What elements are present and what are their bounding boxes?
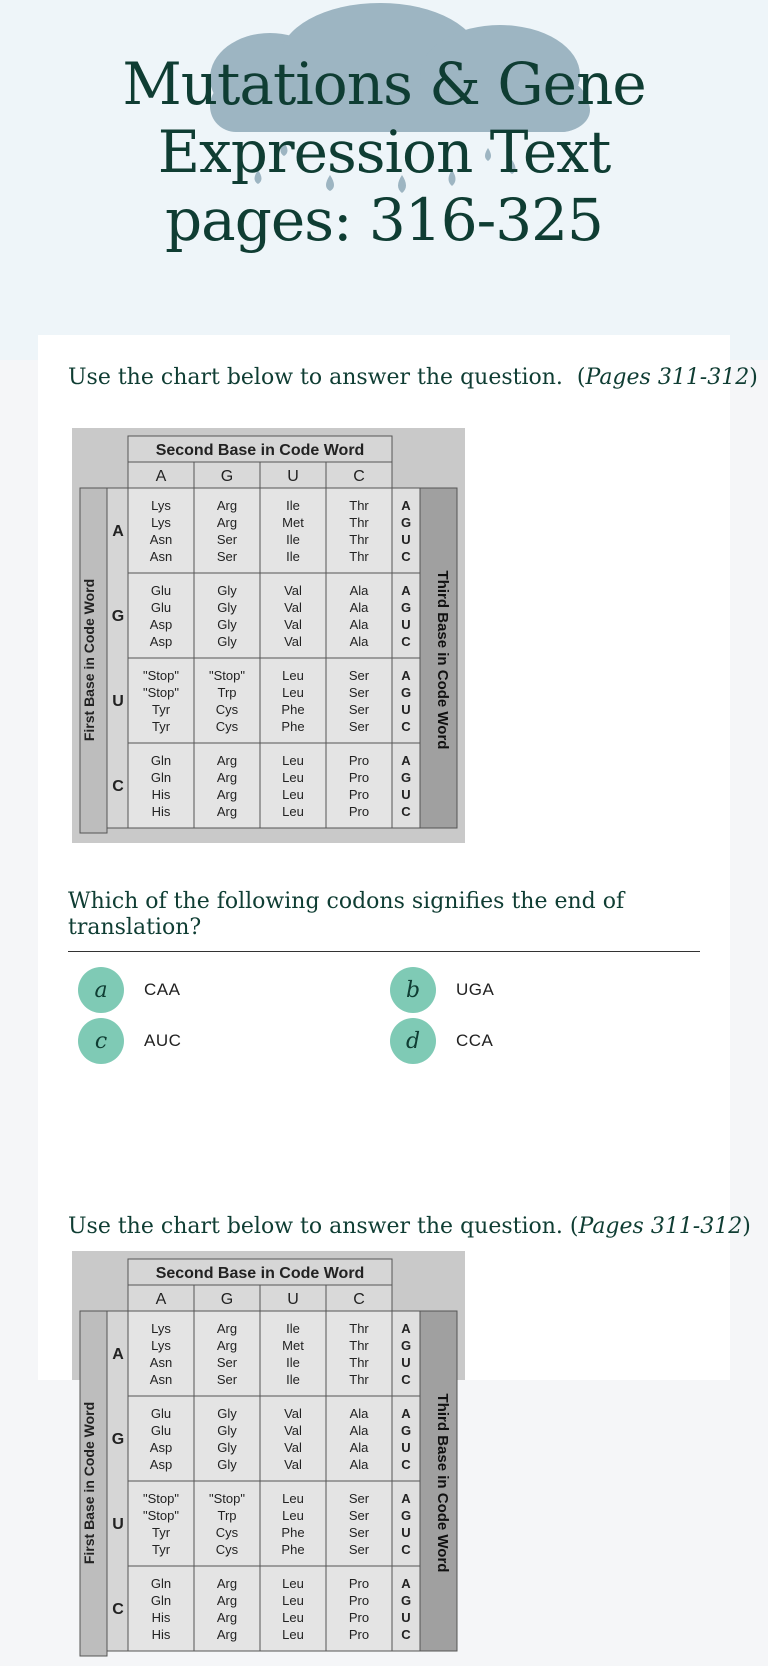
chart-2-row-base: G: [111, 1431, 125, 1448]
chart-1-amino-acid: Asn: [149, 532, 173, 547]
chart-1-amino-acid: Ser: [348, 685, 370, 700]
chart-1-right-label: Third Base in Code Word: [434, 570, 451, 750]
chart-2-amino-acid: "Stop": [209, 1491, 245, 1506]
chart-2-amino-acid: Thr: [349, 1372, 369, 1387]
chart-2-amino-acid: Val: [284, 1457, 302, 1472]
header-banner: [0, 0, 768, 360]
chart-2-third-base: A: [401, 1576, 411, 1591]
chart-2-amino-acid: Ile: [286, 1321, 300, 1336]
option-b-badge: b: [390, 967, 436, 1013]
option-c[interactable]: [78, 1018, 181, 1064]
question-1-text: Which of the following codons signifies the end of translation?: [68, 889, 700, 952]
chart-1-amino-acid: Glu: [150, 583, 172, 598]
chart-1-amino-acid: Val: [284, 600, 302, 615]
chart-2-row-base: A: [112, 1346, 124, 1363]
chart-2-col-header: U: [287, 1291, 299, 1308]
chart-1-col-header: G: [220, 468, 234, 485]
chart-1-third-base: G: [400, 515, 412, 530]
chart-1-amino-acid: "Stop": [209, 668, 245, 683]
chart-1-amino-acid: Ser: [216, 532, 238, 547]
chart-2-amino-acid: Arg: [216, 1610, 238, 1625]
chart-1-third-base: A: [401, 498, 411, 513]
chart-2-side-label: First Base in Code Word: [81, 1401, 97, 1565]
chart-2-amino-acid: Thr: [349, 1338, 369, 1353]
chart-1-amino-acid: Leu: [282, 685, 304, 700]
chart-2-third-base: G: [400, 1508, 412, 1523]
chart-1-amino-acid: Ala: [349, 617, 369, 632]
option-c-text: AUC: [144, 1031, 182, 1050]
chart-2-amino-acid: Gly: [217, 1457, 237, 1472]
chart-1-amino-acid: "Stop": [143, 668, 179, 683]
chart-2-amino-acid: Ser: [348, 1525, 370, 1540]
chart-1-amino-acid: Gly: [217, 583, 237, 598]
chart-2-amino-acid: Asp: [149, 1440, 173, 1455]
option-b[interactable]: [390, 967, 494, 1013]
chart-2-amino-acid: Ser: [348, 1542, 370, 1557]
chart-1-amino-acid: Leu: [282, 668, 304, 683]
chart-1-amino-acid: Pro: [348, 753, 370, 768]
chart-1-third-base: G: [400, 770, 412, 785]
chart-2-third-base: U: [401, 1355, 411, 1370]
chart-1-amino-acid: Pro: [348, 787, 370, 802]
option-a[interactable]: [78, 967, 180, 1013]
chart-2-third-base: A: [401, 1406, 411, 1421]
chart-2-amino-acid: Val: [284, 1440, 302, 1455]
chart-2-amino-acid: Gln: [150, 1593, 172, 1608]
chart-2-amino-acid: Tyr: [151, 1525, 171, 1540]
chart-2-amino-acid: Val: [284, 1423, 302, 1438]
chart-2-amino-acid: Lys: [151, 1338, 171, 1353]
chart-2-amino-acid: Arg: [216, 1576, 238, 1591]
chart-1-amino-acid: Gln: [150, 753, 172, 768]
chart-2-amino-acid: Thr: [349, 1321, 369, 1336]
chart-2-amino-acid: "Stop": [143, 1508, 179, 1523]
chart-2-amino-acid: Phe: [281, 1525, 305, 1540]
chart-1-top-label: Second Base in Code Word: [155, 442, 365, 459]
chart-1-amino-acid: Pro: [348, 770, 370, 785]
worksheet-card: [38, 335, 758, 1642]
chart-2-amino-acid: Arg: [216, 1338, 238, 1353]
chart-2-amino-acid: Phe: [281, 1542, 305, 1557]
chart-2-amino-acid: Asn: [149, 1355, 173, 1370]
chart-2-right-label: Third Base in Code Word: [434, 1393, 451, 1573]
chart-2-amino-acid: Leu: [282, 1508, 304, 1523]
chart-1-third-base: G: [400, 685, 412, 700]
chart-2-amino-acid: Leu: [282, 1576, 304, 1591]
chart-1-amino-acid: Val: [284, 583, 302, 598]
chart-1-amino-acid: Tyr: [151, 702, 171, 717]
chart-2-col-header: A: [155, 1291, 167, 1308]
chart-1-third-base: U: [401, 702, 411, 717]
chart-2-amino-acid: Arg: [216, 1593, 238, 1608]
chart-1-amino-acid: Gln: [150, 770, 172, 785]
chart-2-amino-acid: Glu: [150, 1423, 172, 1438]
chart-2-amino-acid: Cys: [215, 1525, 239, 1540]
chart-2-amino-acid: Tyr: [151, 1542, 171, 1557]
chart-2-third-base: C: [401, 1372, 411, 1387]
chart-2-row-base: U: [112, 1516, 124, 1533]
chart-1-third-base: A: [401, 668, 411, 683]
chart-1-amino-acid: Met: [282, 515, 304, 530]
chart-2-third-base: C: [401, 1627, 411, 1642]
chart-2-col-header: C: [353, 1291, 365, 1308]
chart-1-amino-acid: Ala: [349, 600, 369, 615]
chart-1-amino-acid: His: [151, 787, 171, 802]
chart-1-amino-acid: Ser: [348, 719, 370, 734]
chart-2-amino-acid: Arg: [216, 1627, 238, 1642]
chart-2-amino-acid: Val: [284, 1406, 302, 1421]
chart-1-amino-acid: Pro: [348, 804, 370, 819]
chart-1-amino-acid: Lys: [151, 498, 171, 513]
chart-2-amino-acid: Asp: [149, 1457, 173, 1472]
chart-2-col-header: G: [220, 1291, 234, 1308]
chart-2-third-base: C: [401, 1457, 411, 1472]
question-1-prompt: Use the chart below to answer the question. (Pages 311-312): [68, 365, 758, 390]
chart-2-top-label: Second Base in Code Word: [155, 1265, 365, 1282]
chart-2-amino-acid: Ala: [349, 1406, 369, 1421]
chart-2-amino-acid: Ile: [286, 1372, 300, 1387]
chart-2-amino-acid: Pro: [348, 1593, 370, 1608]
chart-1-amino-acid: Val: [284, 634, 302, 649]
chart-1-amino-acid: Leu: [282, 787, 304, 802]
chart-1-amino-acid: Lys: [151, 515, 171, 530]
chart-2-amino-acid: His: [151, 1627, 171, 1642]
chart-1-third-base: U: [401, 617, 411, 632]
chart-2-third-base: G: [400, 1338, 412, 1353]
chart-2-amino-acid: Arg: [216, 1321, 238, 1336]
chart-2-amino-acid: Gly: [217, 1440, 237, 1455]
chart-2-amino-acid: Thr: [349, 1355, 369, 1370]
chart-1-amino-acid: Arg: [216, 498, 238, 513]
chart-1-amino-acid: Arg: [216, 804, 238, 819]
codon-chart-2: [72, 1251, 465, 1642]
chart-1-third-base: C: [401, 634, 411, 649]
chart-1-amino-acid: Leu: [282, 753, 304, 768]
chart-1-amino-acid: Ala: [349, 583, 369, 598]
chart-2-amino-acid: Cys: [215, 1542, 239, 1557]
chart-1-row-base: G: [111, 608, 125, 625]
chart-1-amino-acid: His: [151, 804, 171, 819]
chart-2-amino-acid: Pro: [348, 1627, 370, 1642]
option-b-text: UGA: [456, 980, 495, 999]
codon-chart: [72, 428, 465, 843]
chart-1-row-base: U: [112, 693, 124, 710]
chart-1-col-header: C: [353, 468, 365, 485]
chart-1-amino-acid: Thr: [349, 532, 369, 547]
chart-2-amino-acid: Asn: [149, 1372, 173, 1387]
chart-2-amino-acid: Leu: [282, 1593, 304, 1608]
chart-1-amino-acid: Gly: [217, 617, 237, 632]
chart-1-col-header: A: [155, 468, 167, 485]
chart-2-amino-acid: His: [151, 1610, 171, 1625]
chart-2-third-base: A: [401, 1321, 411, 1336]
chart-2-amino-acid: Trp: [217, 1508, 237, 1523]
chart-2-amino-acid: "Stop": [143, 1491, 179, 1506]
chart-1-third-base: A: [401, 583, 411, 598]
chart-1-col-header: U: [287, 468, 299, 485]
chart-1-side-label: First Base in Code Word: [81, 578, 97, 742]
chart-1-amino-acid: Ile: [286, 532, 300, 547]
chart-1-amino-acid: Ser: [216, 549, 238, 564]
option-a-text: CAA: [144, 980, 181, 999]
chart-1-third-base: G: [400, 600, 412, 615]
chart-2-third-base: G: [400, 1423, 412, 1438]
chart-2-amino-acid: Ala: [349, 1457, 369, 1472]
chart-1-amino-acid: Ile: [286, 498, 300, 513]
chart-2-amino-acid: Gln: [150, 1576, 172, 1591]
chart-1-amino-acid: Val: [284, 617, 302, 632]
chart-1-amino-acid: Arg: [216, 770, 238, 785]
chart-1-amino-acid: Cys: [215, 702, 239, 717]
chart-1-row-base: A: [112, 523, 124, 540]
chart-1-third-base: U: [401, 532, 411, 547]
chart-1-amino-acid: Thr: [349, 549, 369, 564]
chart-1-amino-acid: Ala: [349, 634, 369, 649]
question-1-pages: Pages 311-312: [585, 365, 750, 390]
chart-2-amino-acid: Ala: [349, 1423, 369, 1438]
chart-1-amino-acid: Thr: [349, 515, 369, 530]
chart-2-amino-acid: Leu: [282, 1627, 304, 1642]
chart-2-amino-acid: Leu: [282, 1491, 304, 1506]
chart-1-third-base: A: [401, 753, 411, 768]
chart-1-amino-acid: Ile: [286, 549, 300, 564]
chart-1-amino-acid: Arg: [216, 787, 238, 802]
chart-1-third-base: C: [401, 719, 411, 734]
question-2-prompt: Use the chart below to answer the question. (Pages 311-312): [68, 1214, 751, 1239]
chart-1-amino-acid: Leu: [282, 804, 304, 819]
chart-2-amino-acid: Pro: [348, 1576, 370, 1591]
option-d[interactable]: [390, 1018, 493, 1064]
chart-1-amino-acid: Cys: [215, 719, 239, 734]
question-2-pages: Pages 311-312: [578, 1214, 743, 1239]
chart-2-amino-acid: Lys: [151, 1321, 171, 1336]
chart-1-third-base: C: [401, 804, 411, 819]
chart-1-third-base: C: [401, 549, 411, 564]
chart-2-amino-acid: Ser: [348, 1491, 370, 1506]
chart-2-amino-acid: Met: [282, 1338, 304, 1353]
chart-2-third-base: G: [400, 1593, 412, 1608]
chart-2-third-base: U: [401, 1440, 411, 1455]
chart-1-amino-acid: Thr: [349, 498, 369, 513]
chart-2-row-base: C: [112, 1601, 124, 1618]
chart-2-amino-acid: Ile: [286, 1355, 300, 1370]
chart-1-amino-acid: Gly: [217, 600, 237, 615]
chart-1-amino-acid: Ser: [348, 702, 370, 717]
chart-1-amino-acid: Phe: [281, 702, 305, 717]
option-d-badge: d: [390, 1018, 436, 1064]
chart-2-amino-acid: Ala: [349, 1440, 369, 1455]
chart-2-amino-acid: Gly: [217, 1423, 237, 1438]
chart-2-amino-acid: Glu: [150, 1406, 172, 1421]
chart-2-amino-acid: Gly: [217, 1406, 237, 1421]
chart-1-amino-acid: Tyr: [151, 719, 171, 734]
option-a-badge: a: [78, 967, 124, 1013]
chart-1-amino-acid: Glu: [150, 600, 172, 615]
chart-2-third-base: U: [401, 1610, 411, 1625]
chart-2-third-base: C: [401, 1542, 411, 1557]
chart-1-amino-acid: Leu: [282, 770, 304, 785]
chart-2-amino-acid: Pro: [348, 1610, 370, 1625]
chart-2-amino-acid: Ser: [216, 1372, 238, 1387]
chart-1-amino-acid: Phe: [281, 719, 305, 734]
chart-2-amino-acid: Leu: [282, 1610, 304, 1625]
chart-1-amino-acid: Gly: [217, 634, 237, 649]
chart-1-row-base: C: [112, 778, 124, 795]
chart-1-amino-acid: Trp: [217, 685, 237, 700]
chart-1-amino-acid: Asn: [149, 549, 173, 564]
chart-1-amino-acid: Arg: [216, 753, 238, 768]
option-c-badge: c: [78, 1018, 124, 1064]
chart-1-amino-acid: Arg: [216, 515, 238, 530]
option-d-text: CCA: [456, 1031, 494, 1050]
chart-1-amino-acid: Asp: [149, 617, 173, 632]
page-title: Mutations & Gene Expression Text pages: 316-325: [122, 50, 646, 254]
chart-2-amino-acid: Ser: [348, 1508, 370, 1523]
chart-1-amino-acid: "Stop": [143, 685, 179, 700]
chart-2-amino-acid: Ser: [216, 1355, 238, 1370]
chart-2-third-base: U: [401, 1525, 411, 1540]
chart-1-amino-acid: Ser: [348, 668, 370, 683]
chart-1-amino-acid: Asp: [149, 634, 173, 649]
chart-2-third-base: A: [401, 1491, 411, 1506]
chart-1-third-base: U: [401, 787, 411, 802]
